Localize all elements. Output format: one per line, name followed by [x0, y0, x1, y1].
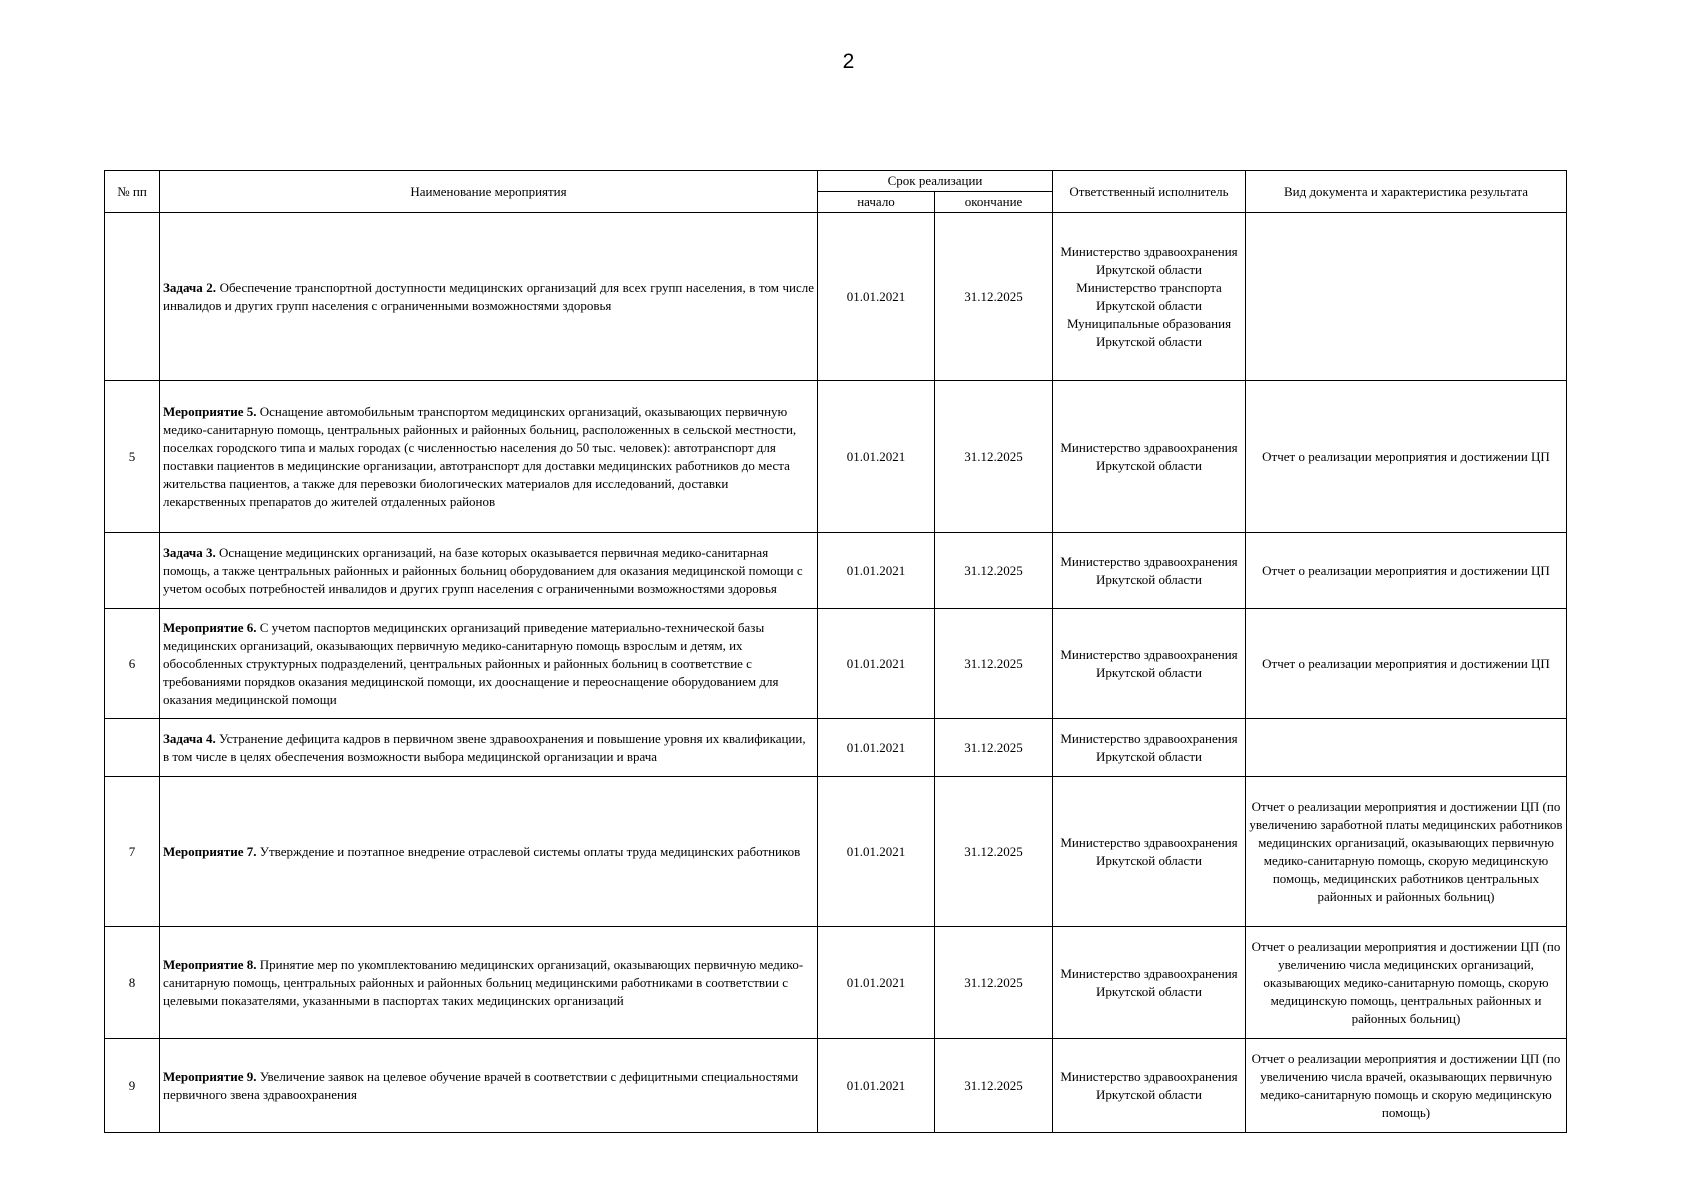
- header-document: Вид документа и характеристика результата: [1246, 171, 1567, 213]
- start-date: 01.01.2021: [818, 213, 935, 381]
- activity-text: Оснащение автомобильным транспортом медицинских организаций, оказывающих первичную медико-санитарную помощь, центральных районных и районных больниц, расположенных в сельской местности, поселках городского типа и малых городах (с численностью населения до 50 тыс. человек): автотранспорт для поставки пациентов в медицинские организации, автотранспорт для доставки медицинских работников до места жительства пациентов, а также для перевозки биологических материалов для исследований, доставки лекарственных препаратов до жителей отдаленных районов: [163, 403, 797, 509]
- activity-text: Обеспечение транспортной доступности медицинских организаций для всех групп населения, в том числе инвалидов и других групп населения с ограниченными возможностями здоровья: [163, 279, 815, 313]
- table-row: [105, 777, 1567, 927]
- activity-name: [160, 533, 818, 609]
- header-responsible: Ответственный исполнитель: [1053, 171, 1246, 213]
- start-date: 01.01.2021: [818, 777, 935, 927]
- responsible-line: Муниципальные образования Иркутской области: [1066, 315, 1232, 349]
- table-row: [105, 719, 1567, 777]
- responsible-line: Министерство здравоохранения Иркутской области: [1060, 834, 1238, 868]
- document-result: Отчет о реализации мероприятия и достижении ЦП (по увеличению числа медицинских организаций, оказывающих медико-санитарную помощь, скорую медицинскую помощь, центральных районных и районных больниц): [1246, 927, 1567, 1039]
- responsible-executor: [1053, 1039, 1246, 1133]
- task-label: Задача 4.: [163, 730, 216, 746]
- end-date: 31.12.2025: [935, 1039, 1053, 1133]
- document-result: Отчет о реализации мероприятия и достижении ЦП: [1246, 533, 1567, 609]
- activity-name: [160, 777, 818, 927]
- header-num: № пп: [105, 171, 160, 213]
- start-date: 01.01.2021: [818, 533, 935, 609]
- end-date: 31.12.2025: [935, 533, 1053, 609]
- responsible-line: Министерство здравоохранения Иркутской области: [1060, 439, 1238, 473]
- responsible-executor: [1053, 381, 1246, 533]
- responsible-executor: [1053, 927, 1246, 1039]
- activity-name: [160, 719, 818, 777]
- activity-text: Принятие мер по укомплектованию медицинских организаций, оказывающих первичную медико-санитарную помощь, центральных районных и районных больниц медицинскими работниками в соответствии с целевыми показателями, указанными в паспортах таких медицинских организаций: [163, 956, 804, 1008]
- responsible-line: Министерство здравоохранения Иркутской области: [1060, 730, 1238, 764]
- start-date: 01.01.2021: [818, 381, 935, 533]
- responsible-line: Министерство здравоохранения Иркутской области: [1060, 1068, 1238, 1102]
- header-period: Срок реализации: [818, 171, 1053, 192]
- document-result: [1246, 213, 1567, 381]
- responsible-executor: [1053, 777, 1246, 927]
- responsible-line: Министерство здравоохранения Иркутской области: [1060, 965, 1238, 999]
- activity-name: [160, 927, 818, 1039]
- activity-label: Мероприятие 5.: [163, 403, 257, 419]
- task-label: Задача 3.: [163, 544, 216, 560]
- responsible-executor: [1053, 533, 1246, 609]
- table-row: [105, 1039, 1567, 1133]
- document-result: Отчет о реализации мероприятия и достижении ЦП (по увеличению числа врачей, оказывающих первичную медико-санитарную помощь и скорую медицинскую помощь): [1246, 1039, 1567, 1133]
- activity-text: С учетом паспортов медицинских организаций приведение материально-технической базы медицинских организаций, оказывающих первичную медико-санитарную помощь взрослым и детям, их обособленных структурных подразделений, центральных районных и районных больниц в соответствие с требованиями порядков оказания медицинской помощи, их дооснащение и переоснащение оборудованием для оказания медицинской помощи: [163, 619, 779, 707]
- document-result: [1246, 719, 1567, 777]
- header-start: начало: [818, 192, 935, 213]
- activities-table: [104, 170, 1567, 1133]
- responsible-line: Министерство здравоохранения Иркутской области: [1060, 243, 1238, 277]
- document-result: Отчет о реализации мероприятия и достижении ЦП: [1246, 381, 1567, 533]
- activity-label: Мероприятие 9.: [163, 1068, 257, 1084]
- responsible-executor: [1053, 609, 1246, 719]
- start-date: 01.01.2021: [818, 1039, 935, 1133]
- activity-label: Мероприятие 8.: [163, 956, 257, 972]
- responsible-executor: [1053, 213, 1246, 381]
- row-num: [105, 719, 160, 777]
- responsible-line: Министерство здравоохранения Иркутской области: [1060, 553, 1238, 587]
- activity-name: [160, 213, 818, 381]
- end-date: 31.12.2025: [935, 609, 1053, 719]
- activity-label: Мероприятие 6.: [163, 619, 257, 635]
- task-label: Задача 2.: [163, 279, 217, 295]
- activity-name: [160, 1039, 818, 1133]
- document-result: Отчет о реализации мероприятия и достижении ЦП: [1246, 609, 1567, 719]
- table-row: [105, 381, 1567, 533]
- end-date: 31.12.2025: [935, 213, 1053, 381]
- activity-text: Устранение дефицита кадров в первичном звене здравоохранения и повышение уровня их квалификации, в том числе в целях обеспечения возможности выбора медицинской организации и врача: [163, 730, 806, 764]
- table-row: [105, 609, 1567, 719]
- end-date: 31.12.2025: [935, 719, 1053, 777]
- row-num: [105, 533, 160, 609]
- start-date: 01.01.2021: [818, 609, 935, 719]
- responsible-line: Министерство здравоохранения Иркутской области: [1060, 646, 1238, 680]
- table-row: [105, 213, 1567, 381]
- row-num: 7: [105, 777, 160, 927]
- end-date: 31.12.2025: [935, 927, 1053, 1039]
- start-date: 01.01.2021: [818, 927, 935, 1039]
- activity-label: Мероприятие 7.: [163, 843, 257, 859]
- row-num: 9: [105, 1039, 160, 1133]
- responsible-line: Министерство транспорта Иркутской области: [1076, 279, 1222, 313]
- activity-text: Утверждение и поэтапное внедрение отраслевой системы оплаты труда медицинских работников: [256, 843, 801, 859]
- row-num: [105, 213, 160, 381]
- header-end: окончание: [935, 192, 1053, 213]
- end-date: 31.12.2025: [935, 381, 1053, 533]
- table-row: [105, 533, 1567, 609]
- activity-text: Оснащение медицинских организаций, на базе которых оказывается первичная медико-санитарная помощь, а также центральных районных и районных больниц оборудованием для оказания медицинской помощи с учетом особых потребностей инвалидов и других групп населения с ограниченными возможностями здоровья: [163, 544, 803, 596]
- activity-text: Увеличение заявок на целевое обучение врачей в соответствии с дефицитными специальностями первичного звена здравоохранения: [163, 1068, 799, 1102]
- row-num: 6: [105, 609, 160, 719]
- row-num: 5: [105, 381, 160, 533]
- table-row: [105, 927, 1567, 1039]
- page-number: 2: [842, 50, 855, 73]
- document-result: Отчет о реализации мероприятия и достижении ЦП (по увеличению заработной платы медицинских работников медицинских организаций, оказывающих первичную медико-санитарную помощь, скорую медицинскую помощь, медицинских работников центральных районных и районных больниц): [1246, 777, 1567, 927]
- activity-name: [160, 609, 818, 719]
- activity-name: [160, 381, 818, 533]
- row-num: 8: [105, 927, 160, 1039]
- start-date: 01.01.2021: [818, 719, 935, 777]
- responsible-executor: [1053, 719, 1246, 777]
- table-header: [105, 171, 1567, 213]
- end-date: 31.12.2025: [935, 777, 1053, 927]
- header-name: Наименование мероприятия: [160, 171, 818, 213]
